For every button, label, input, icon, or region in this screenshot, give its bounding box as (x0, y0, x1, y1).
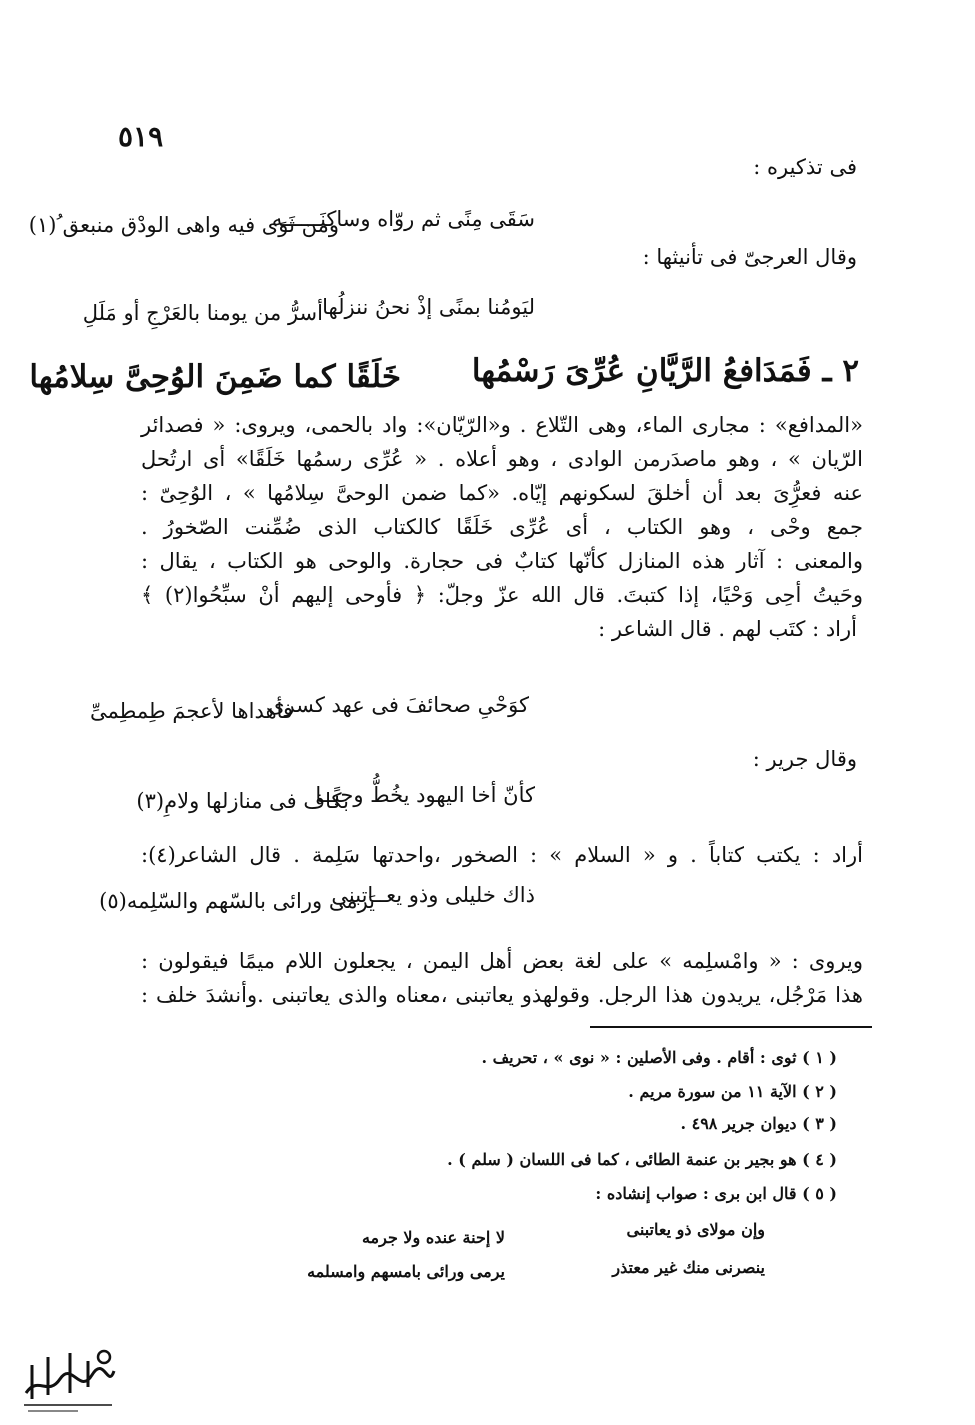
commentary-line: أراد : يكتب كتاباً . و « السلام » : الصخور ،واحدتها سَلِمة . قال الشاعر(٤): (141, 843, 863, 867)
verse-hemistich-left: فأهداها لأعجمَ طِمطِمىِّ (90, 699, 293, 723)
verse-hemistich-right: سَقَى مِنًى ثم روّاه وساكنَــــــه (271, 207, 535, 231)
verse-hemistich-right: ذاك خليلى وذو يعــاتبنى (331, 883, 535, 907)
main-verse-right: ٢ ـ فَمَدَافعُ الرَّيَّانِ عُرِّىَ رَسْمُها (471, 353, 859, 389)
commentary-line: أراد : كتَب لهم . قال الشاعر : (598, 617, 857, 641)
commentary-line: هذا مَرْجُل، يريدون هذا الرجل. وقولهذو يعاتبنى ،معناه والذى يعاتبنى .وأنشدَ خلف : (141, 983, 863, 1007)
commentary-line: «المدافع» : مجارى الماء، وهى التّلاع . و«الرّيّان»: واد بالحمى، ويروى: « فصدائر (141, 413, 863, 437)
footnote-verse-right: وإن مولاى ذو يعاتبنى (626, 1220, 765, 1239)
verse-hemistich-right: كأنّ أخا اليهود يخُطُّ وحيًــا (315, 783, 535, 807)
verse-hemistich-left: يَرمى ورائى بالسّهم والسّلِمه(٥) (99, 889, 375, 913)
footnote: ( ٥ ) قال ابن برى : صواب إنشاده : (595, 1184, 837, 1203)
commentary-line: وحَيتُ أحِى وَحْيًا، إذا كتبتَ. قال الله عزّ وجلّ: ﴿ فأوحى إليهم أنْ سبِّحُوا(٢) ﴾ (141, 583, 863, 607)
commentary-line: وقال جرير : (752, 747, 857, 771)
main-verse-left: خَلَقًا كما ضَمِنَ الوُحِىَّ سِلامُها (29, 359, 401, 395)
verse-hemistich-left: أسرُّ من يومنا بالعَرْجِ أو مَلَلِ (82, 301, 323, 325)
footnote: ( ٤ ) هو بجير بن عنمة الطائى ، كما فى اللسان ( سلم ) . (447, 1150, 837, 1169)
commentary-line: والمعنى : آثار هذه المنازل كأنّها كتابٌ فى حجارة. والوحى هو الكتاب ، يقال : (141, 549, 863, 573)
commentary-line: الرّيان » ، وهو ماصدَرمن الوادى ، وهو أعلاه . « عُرِّى رسمُها خَلَقًا» أى ارتُحل (141, 447, 863, 471)
footnote-verse-left: لا إحنة عنده ولا جرمه (361, 1228, 505, 1247)
commentary-line: ويروى : « وامْسلِمه » على لغة بعض أهل اليمن ، يجعلون اللام ميمًا فيقولون : (141, 949, 863, 973)
footnote-verse-left: يرمى ورائى بامسهم وامسلمه (307, 1262, 505, 1281)
footnote-verse-right: ينصرنى منك غير معتذر (612, 1258, 765, 1277)
footnote: ( ٣ ) ديوان جرير ٤٩٨ . (680, 1114, 837, 1133)
commentary-line: جمع وحْى ، وهو الكتاب ، أى عُرِّى خَلَقًا كالكتاب الذى ضُمِّنت الصّخورُ . (141, 515, 863, 539)
page-number: ٥١٩ (118, 120, 164, 153)
verse-hemistich-right: ليَومُنا بمنًى إذْ نحنُ ننزلُها (322, 295, 535, 319)
verse-hemistich-left: بكاف فى منازلها ولامِ(٣) (136, 789, 349, 813)
library-stamp-logo (18, 1335, 118, 1415)
verse-hemistich-left: ومن ثَوَى فيه واهى الودْق منبعق ُ(١) (28, 213, 339, 237)
text-line: فى تذكيره : (753, 155, 857, 179)
footnote-divider (590, 1026, 872, 1028)
footnote: ( ٢ ) الآية ١١ من سورة مريم . (628, 1082, 837, 1101)
commentary-line: عنه فعرُِّىَ بعد أن أخلقَ لسكونهم إيّاه. «كما ضمن الوحىَّ سِلامُها » ، الوُحِىّ : (141, 481, 863, 505)
text-line: وقال العرجىّ فى تأنيثها : (642, 245, 857, 269)
verse-hemistich-right: كوَحْىِ صحائفَ فى عهد كسرى (268, 693, 529, 717)
footnote: ( ١ ) ثوى : أقام . وفى الأصلين : « نوى » ، تحريف . (481, 1048, 837, 1067)
